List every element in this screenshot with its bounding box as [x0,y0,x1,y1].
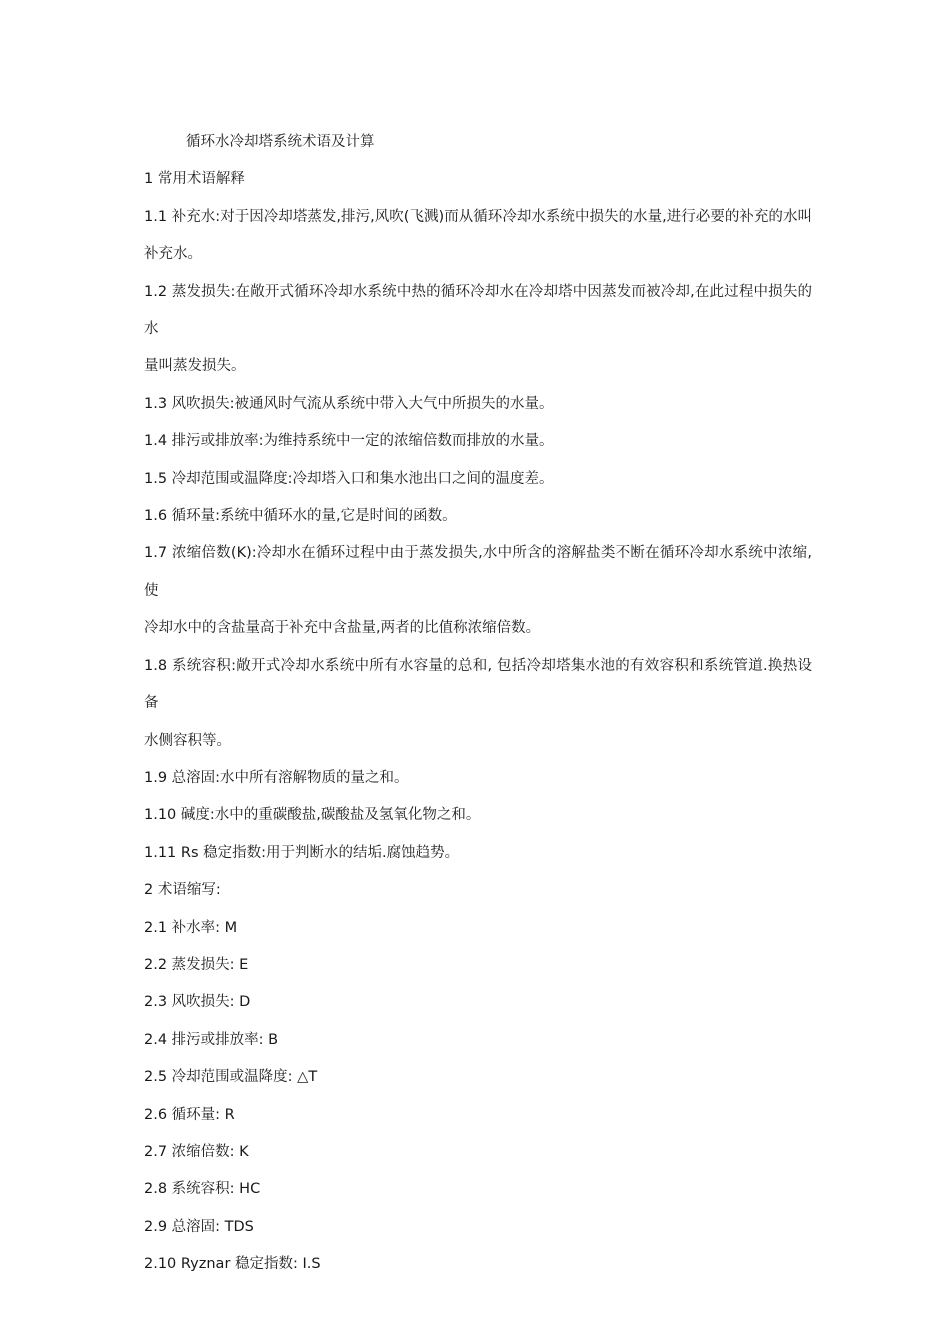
term-1-4: 1.4 排污或排放率:为维持系统中一定的浓缩倍数而排放的水量。 [144,433,554,450]
term-1-10: 1.10 碱度:水中的重碳酸盐,碳酸盐及氢氧化物之和。 [144,807,481,824]
abbreviation-2-8: 2.8 系统容积: HC [144,1181,261,1198]
term-1-9: 1.9 总溶固:水中所有溶解物质的量之和。 [144,769,409,786]
term-1-11: 1.11 Rs 稳定指数:用于判断水的结垢.腐蚀趋势。 [144,844,460,861]
abbreviation-2-2: 2.2 蒸发损失: E [144,956,249,973]
abbreviation-2-7: 2.7 浓缩倍数: K [144,1143,249,1160]
abbreviation-2-6: 2.6 循环量: R [144,1106,235,1123]
section-heading-abbreviations: 2 术语缩写: [144,882,221,899]
term-1-5: 1.5 冷却范围或温降度:冷却塔入口和集水池出口之间的温度差。 [144,470,554,487]
term-1-7-line-2: 冷却水中的含盐量高于补充中含盐量,两者的比值称浓缩倍数。 [144,620,541,637]
abbreviation-2-9: 2.9 总溶固: TDS [144,1218,254,1235]
section-heading-terms: 1 常用术语解释 [144,171,245,188]
term-1-2-line-1: 1.2 蒸发损失:在敞开式循环冷却水系统中热的循环冷却水在冷却塔中因蒸发而被冷却,在此过程中损失的水 [144,283,812,338]
document-title: 循环水冷却塔系统术语及计算 [186,134,375,150]
term-1-3: 1.3 风吹损失:被通风时气流从系统中带入大气中所损失的水量。 [144,395,554,412]
abbreviation-2-1: 2.1 补水率: M [144,919,238,936]
abbreviation-2-3: 2.3 风吹损失: D [144,994,251,1011]
abbreviation-2-4: 2.4 排污或排放率: B [144,1031,279,1048]
term-1-2-line-2: 量叫蒸发损失。 [144,358,246,375]
term-1-8-line-1: 1.8 系统容积:敞开式冷却水系统中所有水容量的总和, 包括冷却塔集水池的有效容积和系统管道.换热设备 [144,657,812,712]
abbreviation-2-10: 2.10 Ryznar 稳定指数: I.S [144,1256,321,1273]
term-1-6: 1.6 循环量:系统中循环水的量,它是时间的函数。 [144,508,457,525]
abbreviation-2-5: 2.5 冷却范围或温降度: △T [144,1069,318,1086]
term-1-7-line-1: 1.7 浓缩倍数(K):冷却水在循环过程中由于蒸发损失,水中所含的溶解盐类不断在循环冷却水系统中浓缩,使 [144,545,812,599]
term-1-1-line-1: 1.1 补充水:对于因冷却塔蒸发,排污,风吹(飞溅)而从循环冷却水系统中损失的水量,进行必要的补充的水叫 [144,208,812,225]
document-body [144,124,812,1284]
term-1-1-line-2: 补充水。 [144,246,202,263]
term-1-8-line-2: 水侧容积等。 [144,732,231,749]
